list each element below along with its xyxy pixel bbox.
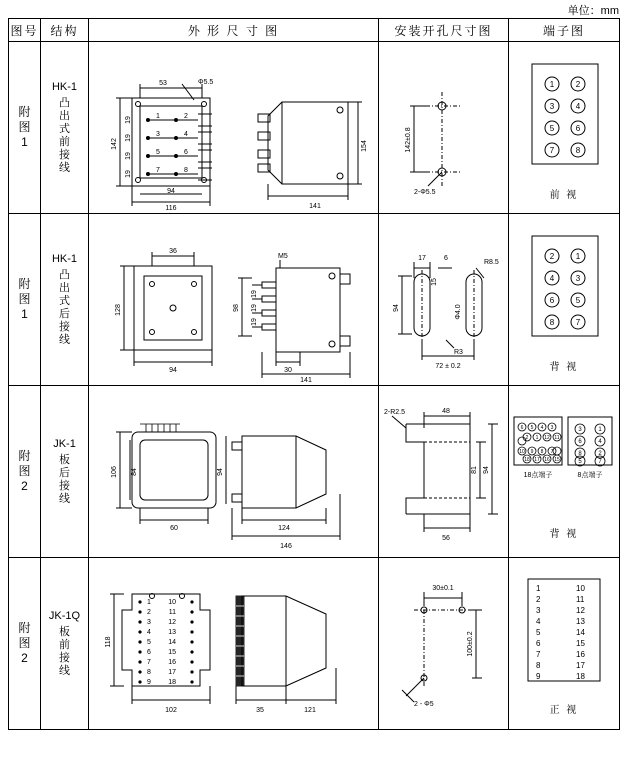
row1-outline-drawing <box>89 42 379 214</box>
pin-label: 15 <box>167 648 176 656</box>
structure-char: 线 <box>59 664 70 677</box>
terminal-number: 1 <box>535 584 540 593</box>
svg-text:5: 5 <box>530 425 533 431</box>
terminal-number: 7 <box>575 318 580 327</box>
pin-label: 3 <box>146 618 151 626</box>
row1-mounting-drawing <box>379 42 509 214</box>
structure-char: 接 <box>59 651 70 664</box>
structure-char: 前 <box>59 638 70 651</box>
svg-text:16: 16 <box>543 457 550 463</box>
structure-char: 式 <box>59 122 70 135</box>
unit-label: 单位：mm <box>567 5 619 17</box>
terminal-number: 7 <box>535 650 540 659</box>
terminal-svg-jk1q-list <box>510 571 619 699</box>
header-structure: 结构 <box>41 19 89 42</box>
structure-char: 后 <box>59 466 70 479</box>
row1-fig-label <box>9 42 41 214</box>
dim-72-tol: 72 ± 0.2 <box>434 362 461 370</box>
structure-char: 线 <box>59 161 70 174</box>
terminal-number: 13 <box>575 617 585 626</box>
structure-char: 出 <box>59 109 70 122</box>
dim-121: 121 <box>303 706 316 714</box>
terminal-number: 8 <box>575 146 580 155</box>
dim-2-phi5: 2 - Φ5 <box>413 700 434 708</box>
svg-text:7: 7 <box>550 449 553 455</box>
svg-text:3: 3 <box>550 425 553 431</box>
specs-table <box>8 18 620 730</box>
pin-label: 11 <box>168 608 176 616</box>
pin-label: 10 <box>167 598 176 606</box>
row2-mounting-drawing <box>379 214 509 386</box>
svg-text:2: 2 <box>525 435 528 441</box>
dim-19: 19 <box>124 133 132 142</box>
dim-94: 94 <box>166 187 175 195</box>
terminal-number: 2 <box>597 451 602 457</box>
fig-char: 2 <box>21 479 28 493</box>
svg-text:10: 10 <box>518 449 525 455</box>
terminal-number: 3 <box>577 427 582 433</box>
terminal-number: 4 <box>535 617 540 626</box>
pin-label: 5 <box>146 638 151 646</box>
mounting-svg-jk1-rear <box>380 388 508 556</box>
dim-phi5.5: Φ5.5 <box>197 78 213 86</box>
header-mounting: 安装开孔尺寸图 <box>379 19 509 42</box>
terminal-number: 15 <box>575 639 585 648</box>
dim-19: 19 <box>250 317 258 326</box>
dim-98: 98 <box>232 303 240 312</box>
pin-label: 4 <box>183 130 188 138</box>
pin-label: 18 <box>167 678 176 686</box>
row3-structure <box>41 386 89 558</box>
pin-label: 1 <box>146 598 151 606</box>
table-header-row <box>9 19 620 42</box>
dim-15: 15 <box>430 277 438 286</box>
dim-19: 19 <box>124 115 132 124</box>
table-row <box>9 558 620 730</box>
row4-terminal-view-label: 正 视 <box>549 705 579 716</box>
pin-label: 5 <box>155 148 160 156</box>
structure-char: 板 <box>59 453 70 466</box>
row3-outline-drawing <box>89 386 379 558</box>
row2-terminal-view-label: 背 视 <box>549 362 579 373</box>
fig-char: 图 <box>18 292 31 306</box>
fig-char: 图 <box>18 464 31 478</box>
row3-terminal-view-label: 背 视 <box>549 529 579 540</box>
terminal-number: 6 <box>535 639 540 648</box>
dim-30-tol: 30±0.1 <box>431 584 454 592</box>
pin-label: 2 <box>146 608 151 616</box>
structure-char: 线 <box>59 492 70 505</box>
dim-phi4.0: Φ4.0 <box>454 303 462 320</box>
terminal-number: 2 <box>575 80 580 89</box>
dim-36: 36 <box>168 247 177 255</box>
outline-svg-hk1-rear <box>90 216 378 384</box>
dim-19: 19 <box>250 303 258 312</box>
terminal-number: 11 <box>575 595 584 604</box>
right-caption: 8点端子 <box>577 472 602 479</box>
terminal-number: 6 <box>549 296 554 305</box>
row2-terminal-diagram <box>509 214 620 386</box>
pin-label: 14 <box>167 638 176 646</box>
svg-text:15: 15 <box>553 457 560 463</box>
structure-char: 凸 <box>59 96 70 109</box>
mounting-svg-jk1q-front <box>380 560 508 728</box>
header-fig-no: 图号 <box>9 19 41 42</box>
structure-char: 前 <box>59 135 70 148</box>
fig-char: 附 <box>18 105 31 119</box>
dim-30: 30 <box>283 366 292 374</box>
structure-char: 式 <box>59 294 70 307</box>
fig-char: 附 <box>18 621 31 635</box>
terminal-number: 17 <box>575 661 585 670</box>
dim-102: 102 <box>164 706 177 714</box>
terminal-number: 9 <box>535 672 540 681</box>
row4-outline-drawing <box>89 558 379 730</box>
terminal-number: 5 <box>577 459 582 465</box>
structure-char: 后 <box>59 307 70 320</box>
row2-structure <box>41 214 89 386</box>
pin-label: 8 <box>146 668 151 676</box>
fig-char: 附 <box>18 449 31 463</box>
pin-label: 13 <box>167 628 176 636</box>
dim-2-phi5.5: 2-Φ5.5 <box>413 188 436 196</box>
dim-19: 19 <box>124 169 132 178</box>
pin-label: 6 <box>146 648 151 656</box>
terminal-number: 12 <box>575 606 585 615</box>
dim-48: 48 <box>441 407 450 415</box>
structure-char: 接 <box>59 148 70 161</box>
dim-128: 128 <box>114 303 122 316</box>
dim-94: 94 <box>216 467 224 476</box>
structure-model: JK-1 <box>53 437 76 450</box>
header-terminal: 端子图 <box>509 19 620 42</box>
terminal-number: 2 <box>549 252 554 261</box>
terminal-number: 6 <box>575 124 580 133</box>
pin-label: 2 <box>183 112 188 120</box>
table-row <box>9 214 620 386</box>
terminal-number: 18 <box>575 672 585 681</box>
dim-17: 17 <box>417 254 426 262</box>
terminal-number: 4 <box>575 102 580 111</box>
terminal-number: 5 <box>535 628 540 637</box>
dim-118: 118 <box>104 635 112 648</box>
left-caption: 18点端子 <box>523 472 552 479</box>
terminal-number: 2 <box>535 595 540 604</box>
svg-text:18: 18 <box>523 457 530 463</box>
terminal-number: 3 <box>549 102 554 111</box>
terminal-number: 8 <box>577 451 582 457</box>
dim-81: 81 <box>470 465 478 474</box>
terminal-number: 7 <box>597 459 602 465</box>
terminal-number: 10 <box>575 584 585 593</box>
row3-mounting-drawing <box>379 386 509 558</box>
fig-char: 1 <box>21 135 28 149</box>
row2-outline-drawing <box>89 214 379 386</box>
structure-char: 接 <box>59 320 70 333</box>
terminal-number: 16 <box>575 650 585 659</box>
pin-label: 3 <box>155 130 160 138</box>
mounting-svg-hk1-rear <box>380 216 508 384</box>
fig-char: 图 <box>18 636 31 650</box>
dim-94: 94 <box>168 366 177 374</box>
dim-154: 154 <box>360 139 368 152</box>
dim-106: 106 <box>110 465 118 478</box>
row4-fig-label <box>9 558 41 730</box>
terminal-number: 3 <box>575 274 580 283</box>
dim-2-R2.5: 2-R2.5 <box>383 408 405 416</box>
row4-mounting-drawing <box>379 558 509 730</box>
svg-text:1: 1 <box>535 435 538 441</box>
terminal-number: 1 <box>575 252 580 261</box>
pin-label: 12 <box>167 618 176 626</box>
outline-svg-jk1-rear <box>90 388 378 556</box>
table-row <box>9 386 620 558</box>
dim-116: 116 <box>164 204 177 212</box>
row1-structure <box>41 42 89 214</box>
dim-19: 19 <box>124 151 132 160</box>
terminal-number: 5 <box>549 124 554 133</box>
outline-svg-hk1-front <box>90 44 378 212</box>
structure-model: JK-1Q <box>48 609 81 622</box>
row2-fig-label <box>9 214 41 386</box>
dim-35: 35 <box>255 706 264 714</box>
dim-19: 19 <box>250 289 258 298</box>
structure-char: 凸 <box>59 268 70 281</box>
dim-146: 146 <box>279 542 292 550</box>
dim-142: 142 <box>110 137 118 150</box>
terminal-number: 4 <box>549 274 554 283</box>
structure-char: 线 <box>59 333 70 346</box>
row4-terminal-diagram <box>509 558 620 730</box>
pin-label: 4 <box>146 628 151 636</box>
pin-label: 7 <box>155 166 160 174</box>
terminal-number: 8 <box>535 661 540 670</box>
svg-text:8: 8 <box>540 449 543 455</box>
dim-94: 94 <box>392 303 400 312</box>
row4-structure <box>41 558 89 730</box>
row1-terminal-diagram <box>509 42 620 214</box>
structure-model: HK-1 <box>51 80 78 93</box>
table-row <box>9 42 620 214</box>
svg-text:11: 11 <box>553 435 560 441</box>
dim-100-tol: 100±0.2 <box>466 630 474 657</box>
row3-terminal-diagram <box>509 386 620 558</box>
terminal-number: 5 <box>575 296 580 305</box>
svg-text:4: 4 <box>540 425 543 431</box>
pin-label: 8 <box>183 166 188 174</box>
dim-56: 56 <box>441 534 450 542</box>
row1-terminal-view-label: 前 视 <box>549 190 579 201</box>
dim-141: 141 <box>299 376 312 384</box>
terminal-number: 1 <box>597 427 602 433</box>
svg-text:17: 17 <box>533 457 540 463</box>
terminal-svg-8pin-rear <box>510 226 619 356</box>
mounting-svg-hk1-front <box>380 44 508 212</box>
terminal-svg-8pin-front <box>510 54 619 184</box>
pin-label: 9 <box>146 678 151 686</box>
terminal-svg-18and8pin <box>510 403 619 523</box>
dim-M5: M5 <box>277 252 288 260</box>
svg-text:9: 9 <box>530 449 533 455</box>
dim-6: 6 <box>443 254 448 262</box>
pin-label: 16 <box>167 658 176 666</box>
terminal-number: 14 <box>575 628 585 637</box>
dim-60: 60 <box>169 524 178 532</box>
structure-char: 接 <box>59 479 70 492</box>
svg-text:6: 6 <box>520 425 523 431</box>
terminal-number: 3 <box>535 606 540 615</box>
structure-char: 出 <box>59 281 70 294</box>
dim-124: 124 <box>277 524 290 532</box>
structure-char: 板 <box>59 625 70 638</box>
fig-char: 附 <box>18 277 31 291</box>
terminal-number: 8 <box>549 318 554 327</box>
dim-R8.5: R8.5 <box>483 258 499 266</box>
dim-142-tol: 142±0.8 <box>404 126 412 153</box>
outline-svg-jk1q-front <box>90 560 378 728</box>
fig-char: 图 <box>18 120 31 134</box>
svg-text:12: 12 <box>543 435 550 441</box>
fig-char: 2 <box>21 651 28 665</box>
pin-label: 6 <box>183 148 188 156</box>
dim-84: 84 <box>130 467 138 476</box>
structure-model: HK-1 <box>51 252 78 265</box>
pin-label: 17 <box>167 668 176 676</box>
terminal-number: 6 <box>577 439 582 445</box>
row3-fig-label <box>9 386 41 558</box>
dim-R3: R3 <box>453 348 463 356</box>
pin-label: 7 <box>146 658 151 666</box>
terminal-number: 4 <box>597 439 602 445</box>
dim-94: 94 <box>482 465 490 474</box>
dim-141: 141 <box>308 202 321 210</box>
fig-char: 1 <box>21 307 28 321</box>
terminal-number: 1 <box>549 80 554 89</box>
dim-53: 53 <box>158 79 167 87</box>
header-outline: 外 形 尺 寸 图 <box>89 19 379 42</box>
terminal-number: 7 <box>549 146 554 155</box>
pin-label: 1 <box>155 112 160 120</box>
